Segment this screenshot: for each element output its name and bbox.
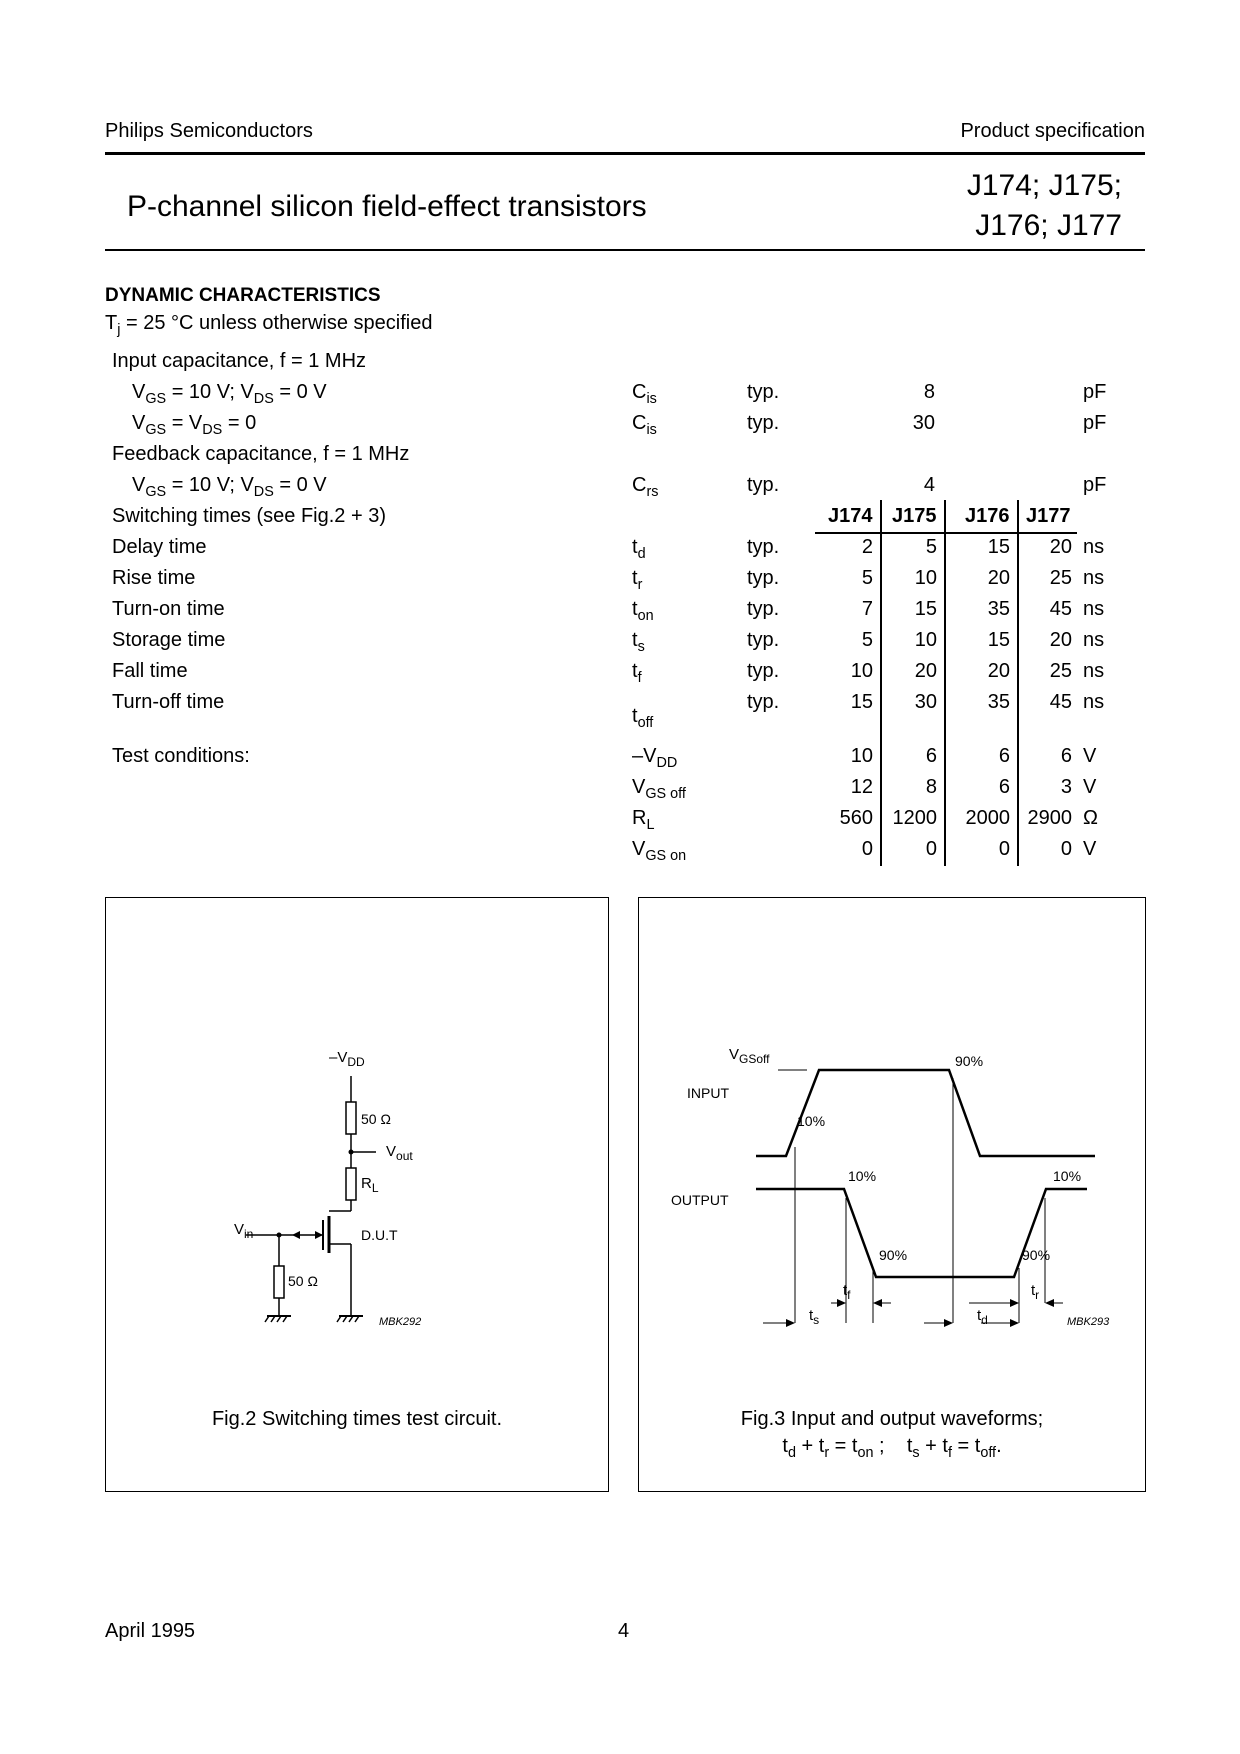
test-cell-j176: 6 [998, 776, 1010, 798]
junction-dot [349, 1150, 354, 1155]
switching-cell-j176: 20 [987, 567, 1010, 589]
switching-cell-j177: 25 [1049, 660, 1072, 682]
switching-row-typ: typ. [747, 598, 780, 620]
switching-row-unit: ns [1083, 691, 1105, 713]
switching-cell-j175: 10 [914, 567, 937, 589]
switching-cell-j175: 15 [914, 598, 937, 620]
switching-row-label: Turn-off time [112, 691, 225, 713]
part-numbers [967, 166, 1122, 246]
test-condition-symbol: $-V_{DD}$ [632, 745, 678, 772]
input-label: INPUT [687, 1085, 729, 1101]
document-type: Product specification [960, 120, 1145, 142]
test-cell-j174: 12 [850, 776, 873, 798]
td-arrowhead [944, 1319, 953, 1327]
r50-top-label: 50 Ω [361, 1111, 391, 1127]
company-name: Philips Semiconductors [105, 120, 313, 142]
test-cell-j174: 10 [850, 745, 873, 767]
output-fall-90-percent: 90% [879, 1247, 908, 1263]
column-header-rule [815, 532, 1077, 534]
switching-row-label: Turn-on time [112, 598, 225, 620]
switching-row-symbol: $t_r$ [632, 567, 643, 594]
switching-row-unit: ns [1083, 629, 1105, 651]
switching-row-label: Rise time [112, 567, 196, 589]
switching-cell-j177: 20 [1049, 536, 1072, 558]
dut-label: D.U.T [361, 1227, 398, 1243]
test-cell-j174: 560 [839, 807, 873, 829]
feedback-cap-condition: $V_{GS} = 10$ V; $V_{DS} = 0$ V [132, 474, 327, 501]
column-divider [944, 500, 946, 866]
switching-row-symbol: $t_{on}$ [632, 598, 654, 625]
test-cell-j175: 0 [925, 838, 937, 860]
input-cap-symbol-2: $C_{is}$ [632, 412, 657, 439]
switching-cell-j177: 45 [1049, 691, 1072, 713]
td-label: $t_d$ [977, 1307, 988, 1327]
part-numbers-line2: J176; J177 [975, 209, 1122, 242]
input-cap-condition-2: $V_{GS} = V_{DS} = 0$ [132, 412, 257, 439]
test-cell-j175: 1200 [892, 807, 937, 829]
switching-cell-j174: 15 [850, 691, 873, 713]
switching-cell-j176: 15 [987, 629, 1010, 651]
input-cap-symbol-1: $C_{is}$ [632, 381, 657, 408]
switching-cell-j174: 5 [861, 629, 873, 651]
switching-cell-j175: 5 [925, 536, 937, 558]
output-waveform [756, 1189, 1087, 1277]
section-heading: DYNAMIC CHARACTERISTICS [105, 285, 381, 306]
waveform-diagram [639, 898, 1145, 1491]
test-cell-j174: 0 [861, 838, 873, 860]
switching-cell-j175: 20 [914, 660, 937, 682]
switching-cell-j177: 45 [1049, 598, 1072, 620]
vdd-label: $-V_{DD}$ [329, 1049, 365, 1069]
tf-label: $t_f$ [843, 1282, 851, 1302]
input-arrow [292, 1231, 300, 1239]
switching-cell-j177: 25 [1049, 567, 1072, 589]
tf-arrowhead [873, 1299, 882, 1307]
conditions-note: $T_j = 25$ °C unless otherwise specified [105, 312, 433, 339]
td-arrowhead [1010, 1319, 1019, 1327]
switching-row-symbol: $t_d$ [632, 536, 646, 563]
test-cell-j177: 2900 [1027, 807, 1072, 829]
ts-arrowhead [786, 1319, 795, 1327]
switching-row-typ: typ. [747, 629, 780, 651]
switching-cell-j174: 10 [850, 660, 873, 682]
switching-cell-j176: 35 [987, 691, 1010, 713]
tr-label: $t_r$ [1031, 1282, 1040, 1302]
input-cap-typ-1: typ. [747, 381, 780, 403]
resistor-50-bottom [274, 1266, 284, 1298]
figure-code: MBK292 [379, 1316, 422, 1328]
figure-3-frame [638, 897, 1146, 1492]
switching-row-unit: ns [1083, 660, 1105, 682]
test-cell-j177: 6 [1060, 745, 1072, 767]
switching-row-symbol: $t_{off}$ [632, 705, 654, 732]
test-condition-symbol: $V_{GS on}$ [632, 838, 687, 865]
test-cell-j175: 6 [925, 745, 937, 767]
switching-cell-j174: 7 [861, 598, 873, 620]
input-cap-value-2: 30 [912, 412, 935, 434]
page-number: 4 [618, 1620, 630, 1642]
switching-row-typ: typ. [747, 691, 780, 713]
switching-cell-j176: 20 [987, 660, 1010, 682]
input-10-percent: 10% [797, 1113, 826, 1129]
test-cell-j176: 0 [998, 838, 1010, 860]
resistor-rl [346, 1168, 356, 1200]
switching-cell-j175: 10 [914, 629, 937, 651]
switching-cell-j174: 5 [861, 567, 873, 589]
vgsoff-label: $V_{GSoff}$ [729, 1046, 770, 1066]
output-label: OUTPUT [671, 1192, 729, 1208]
column-header-j176: J176 [965, 505, 1010, 527]
test-conditions-label: Test conditions: [112, 745, 250, 767]
figure-2-caption: Fig.2 Switching times test circuit. [211, 1408, 503, 1430]
switching-row-unit: ns [1083, 536, 1105, 558]
switching-row-typ: typ. [747, 567, 780, 589]
input-cap-unit-1: pF [1083, 381, 1107, 403]
test-condition-unit: V [1083, 838, 1097, 860]
tr-arrowhead [1045, 1299, 1054, 1307]
footer-date: April 1995 [105, 1620, 196, 1642]
test-cell-j175: 8 [925, 776, 937, 798]
input-cap-typ-2: typ. [747, 412, 780, 434]
switching-row-symbol: $t_f$ [632, 660, 642, 687]
switching-cell-j174: 2 [861, 536, 873, 558]
test-cell-j177: 3 [1060, 776, 1072, 798]
input-cap-value-1: 8 [923, 381, 935, 403]
ts-label: $t_s$ [809, 1307, 820, 1327]
title-rule [105, 249, 1145, 251]
output-rise-10-percent: 10% [1053, 1168, 1082, 1184]
test-condition-symbol: $V_{GS off}$ [632, 776, 686, 803]
rl-label: $R_L$ [361, 1175, 379, 1195]
tr-arrowhead [1010, 1299, 1019, 1307]
switching-cell-j177: 20 [1049, 629, 1072, 651]
input-capacitance-label: Input capacitance, f = 1 MHz [112, 350, 367, 372]
figure-3-caption-line1: Fig.3 Input and output waveforms; [740, 1408, 1044, 1430]
test-condition-unit: V [1083, 776, 1097, 798]
switching-cell-j175: 30 [914, 691, 937, 713]
tf-arrowhead [837, 1299, 846, 1307]
feedback-cap-symbol: $C_{rs}$ [632, 474, 659, 501]
switching-row-label: Fall time [112, 660, 188, 682]
feedback-cap-typ: typ. [747, 474, 780, 496]
test-condition-symbol: $R_L$ [632, 807, 655, 834]
test-cell-j177: 0 [1060, 838, 1072, 860]
switching-row-unit: ns [1083, 567, 1105, 589]
figure-3-caption-line2: $t_d + t_r = t_{on}$ ; $t_s + t_f = t_{off}$. [782, 1435, 1002, 1462]
column-header-j177: J177 [1026, 505, 1071, 527]
feedback-cap-value: 4 [923, 474, 935, 496]
switching-row-typ: typ. [747, 536, 780, 558]
input-90-percent: 90% [955, 1053, 984, 1069]
junction-dot [277, 1233, 282, 1238]
switching-row-label: Delay time [112, 536, 207, 558]
column-header-j174: J174 [828, 505, 873, 527]
r50-bottom-label: 50 Ω [288, 1273, 318, 1289]
feedback-capacitance-label: Feedback capacitance, f = 1 MHz [112, 443, 410, 465]
gate-arrow [315, 1231, 323, 1239]
switching-row-label: Storage time [112, 629, 226, 651]
test-cell-j176: 2000 [965, 807, 1010, 829]
test-cell-j176: 6 [998, 745, 1010, 767]
switching-cell-j176: 35 [987, 598, 1010, 620]
figure-2-frame [105, 897, 609, 1492]
switching-row-unit: ns [1083, 598, 1105, 620]
test-condition-unit: Ω [1083, 807, 1098, 829]
switching-times-label: Switching times (see Fig.2 + 3) [112, 505, 386, 527]
input-cap-unit-2: pF [1083, 412, 1107, 434]
output-fall-10-percent: 10% [848, 1168, 877, 1184]
part-numbers-line1: J174; J175; [966, 169, 1122, 202]
switching-cell-j176: 15 [987, 536, 1010, 558]
resistor-50-top [346, 1102, 356, 1134]
switching-test-circuit [106, 898, 608, 1491]
test-condition-unit: V [1083, 745, 1097, 767]
switching-row-symbol: $t_s$ [632, 629, 645, 656]
output-rise-90-percent: 90% [1022, 1247, 1051, 1263]
column-header-j175: J175 [892, 505, 937, 527]
page-title: P-channel silicon field-effect transistors [127, 190, 647, 223]
header-rule [105, 152, 1145, 155]
vin-label: $V_{in}$ [234, 1221, 254, 1241]
vout-label: $V_{out}$ [386, 1143, 413, 1163]
feedback-cap-unit: pF [1083, 474, 1107, 496]
figure-code: MBK293 [1067, 1316, 1110, 1328]
input-cap-condition-1: $V_{GS} = 10$ V; $V_{DS} = 0$ V [132, 381, 327, 408]
switching-row-typ: typ. [747, 660, 780, 682]
